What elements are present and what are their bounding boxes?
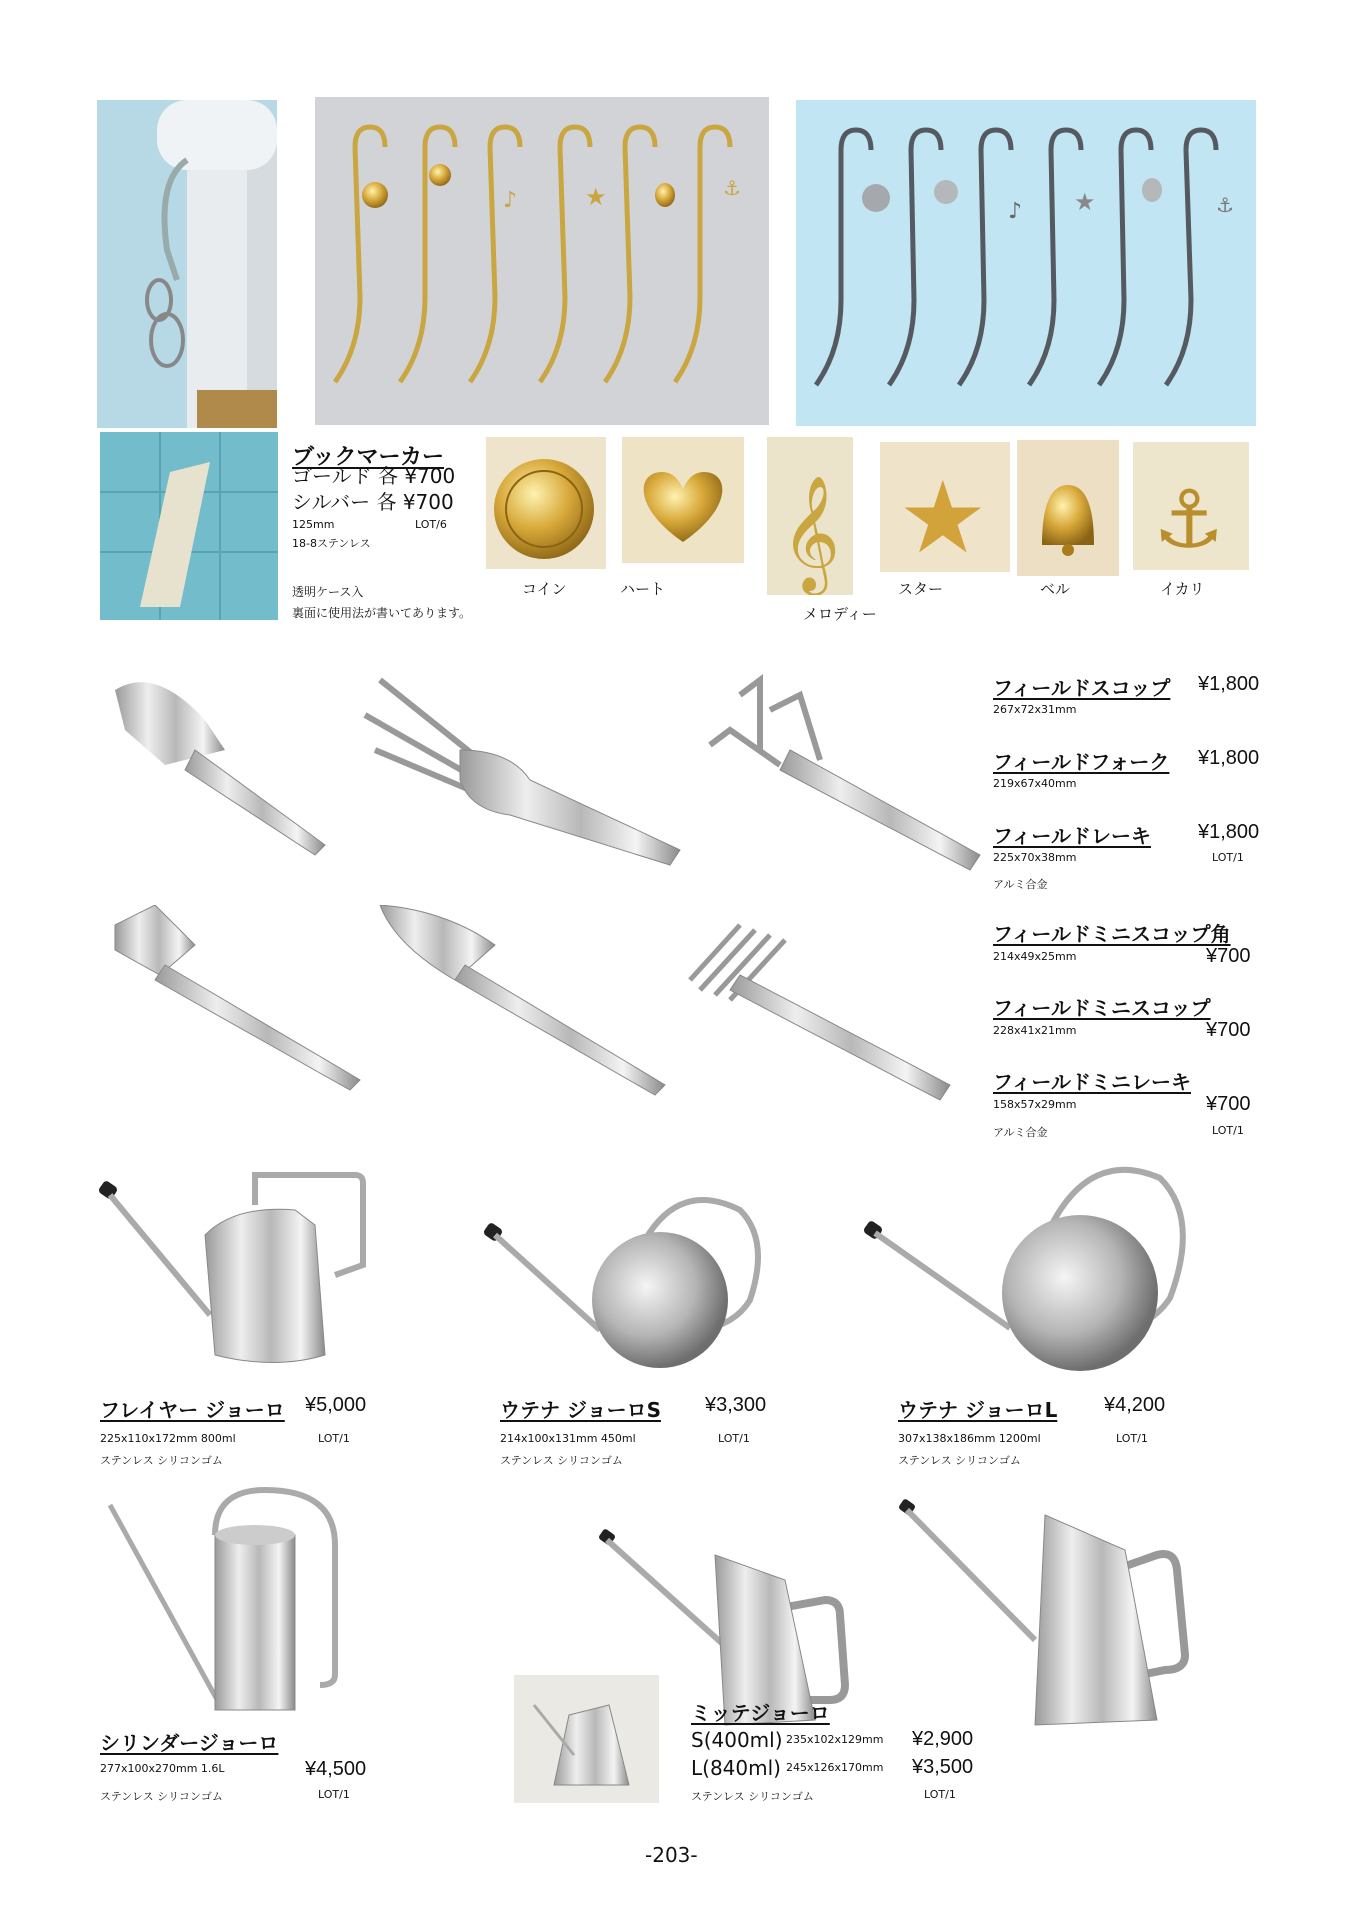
tool-price-6: ¥700: [1206, 1093, 1251, 1115]
mitte-watering-can-l-photo: [895, 1495, 1210, 1735]
tool-size-6: 158x57x29mm: [993, 1098, 1077, 1111]
can-lot-utena-l: LOT/1: [1116, 1432, 1148, 1445]
tool-name-1: フィールドスコップ: [993, 676, 1171, 700]
bookmarker-size: 125mm: [292, 518, 335, 531]
can-material-utena-s: ステンレス シリコンゴム: [500, 1454, 623, 1467]
can-material-utena-l: ステンレス シリコンゴム: [898, 1454, 1021, 1467]
tool-size-5: 228x41x21mm: [993, 1024, 1077, 1037]
anchor-charm-photo: [1133, 442, 1249, 570]
mitte-s-price: ¥2,900: [912, 1728, 974, 1750]
tool-lot-3: LOT/1: [1212, 851, 1244, 864]
tool-name-6: フィールドミニレーキ: [993, 1070, 1191, 1094]
star-charm-photo: [880, 442, 1010, 572]
svg-text:★: ★: [1074, 188, 1096, 216]
gold-bookmarkers-photo: [315, 97, 769, 425]
can-price-utena-s: ¥3,300: [705, 1394, 767, 1416]
charm-label-star: スター: [898, 580, 944, 598]
charm-label-melody: メロディー: [803, 605, 877, 623]
coin-charm-photo: [486, 437, 606, 569]
can-spec-utena-s: 214x100x131mm 450ml: [500, 1432, 636, 1445]
bookmarker-note: 裏面に使用法が書いてあります。: [292, 606, 472, 620]
can-name-utena-s: ウテナ ジョーロS: [500, 1398, 661, 1422]
utena-watering-can-s-photo: [480, 1190, 780, 1370]
mitte-l-price: ¥3,500: [912, 1756, 974, 1778]
page-number: -203-: [645, 1843, 698, 1867]
gold-price: ゴールド 各 ¥700: [292, 464, 456, 488]
charm-label-bell: ベル: [1040, 580, 1071, 598]
cylinder-watering-can-photo: [100, 1485, 340, 1725]
field-rake-photo: [700, 670, 990, 880]
can-spec-utena-l: 307x138x186mm 1200ml: [898, 1432, 1041, 1445]
bookmarker-title: ブックマーカー: [292, 445, 445, 470]
can-material-cylinder: ステンレス シリコンゴム: [100, 1790, 223, 1803]
tool-price-5: ¥700: [1206, 1019, 1251, 1041]
can-material-freyer: ステンレス シリコンゴム: [100, 1454, 223, 1467]
silver-price: シルバー 各 ¥700: [292, 490, 454, 514]
can-lot-freyer: LOT/1: [318, 1432, 350, 1445]
can-name-cylinder: シリンダージョーロ: [100, 1731, 279, 1755]
melody-charm-photo: [767, 437, 853, 595]
can-lot-cylinder: LOT/1: [318, 1788, 350, 1801]
can-name-utena-l: ウテナ ジョーロL: [898, 1398, 1058, 1422]
tool-price-4: ¥700: [1206, 945, 1251, 967]
mitte-lot: LOT/1: [924, 1788, 956, 1801]
charm-label-heart: ハート: [620, 580, 666, 598]
charm-label-anchor: イカリ: [1160, 580, 1205, 598]
tool-size-4: 214x49x25mm: [993, 950, 1077, 963]
tool-name-2: フィールドフォーク: [993, 750, 1170, 774]
svg-text:★: ★: [585, 183, 607, 211]
svg-text:⚓: ⚓: [1216, 193, 1234, 217]
tool-price-2: ¥1,800: [1198, 747, 1260, 769]
field-mini-scoop-photo: [375, 905, 675, 1100]
tool-price-3: ¥1,800: [1198, 821, 1260, 843]
field-mini-scoop-square-photo: [105, 905, 365, 1095]
clear-case-photo: [100, 432, 278, 620]
svg-text:★: ★: [898, 459, 988, 572]
mitte-s-size: 235x102x129mm: [786, 1733, 884, 1746]
mitte-s-label: S(400ml): [691, 1728, 783, 1752]
mitte-l-size: 245x126x170mm: [786, 1761, 884, 1774]
tool-name-5: フィールドミニスコップ: [993, 996, 1211, 1020]
can-lot-utena-s: LOT/1: [718, 1432, 750, 1445]
charm-label-coin: コイン: [522, 580, 567, 598]
field-scoop-photo: [95, 670, 345, 870]
field-fork-photo: [360, 670, 690, 880]
tool-size-2: 219x67x40mm: [993, 777, 1077, 790]
bookmarker-material: 18-8ステンレス: [292, 537, 371, 550]
tool-price-1: ¥1,800: [1198, 673, 1260, 695]
can-spec-cylinder: 277x100x270mm 1.6L: [100, 1762, 225, 1775]
tool-name-4: フィールドミニスコップ角: [993, 922, 1231, 946]
can-price-cylinder: ¥4,500: [305, 1758, 367, 1780]
tool-material-3: アルミ合金: [993, 878, 1048, 891]
svg-text:⚓: ⚓: [723, 176, 741, 200]
tool-lot-6: LOT/1: [1212, 1124, 1244, 1137]
tool-size-1: 267x72x31mm: [993, 703, 1077, 716]
freyer-watering-can-photo: [95, 1165, 375, 1375]
mitte-material: ステンレス シリコンゴム: [691, 1790, 814, 1803]
can-price-utena-l: ¥4,200: [1104, 1394, 1166, 1416]
bell-charm-photo: [1017, 440, 1119, 576]
silver-bookmarkers-photo: [796, 100, 1256, 426]
can-name-freyer: フレイヤー ジョーロ: [100, 1398, 285, 1422]
tool-size-3: 225x70x38mm: [993, 851, 1077, 864]
heart-charm-photo: [622, 437, 744, 563]
field-mini-rake-photo: [680, 905, 960, 1105]
utena-watering-can-l-photo: [860, 1158, 1200, 1373]
can-price-freyer: ¥5,000: [305, 1394, 367, 1416]
svg-text:𝄞: 𝄞: [781, 474, 841, 591]
svg-text:♪: ♪: [503, 188, 518, 213]
bookmarker-lot: LOT/6: [415, 518, 447, 531]
tool-name-3: フィールドレーキ: [993, 824, 1151, 848]
svg-text:♪: ♪: [1008, 199, 1023, 224]
bookmarker-case: 透明ケース入: [292, 585, 364, 599]
bookmarker-on-book-photo: [97, 100, 277, 428]
mitte-name: ミッテジョーロ: [691, 1701, 830, 1725]
svg-text:⚓: ⚓: [1153, 473, 1225, 566]
tool-material-6: アルミ合金: [993, 1126, 1048, 1139]
can-spec-freyer: 225x110x172mm 800ml: [100, 1432, 236, 1445]
mitte-l-label: L(840ml): [691, 1756, 781, 1780]
